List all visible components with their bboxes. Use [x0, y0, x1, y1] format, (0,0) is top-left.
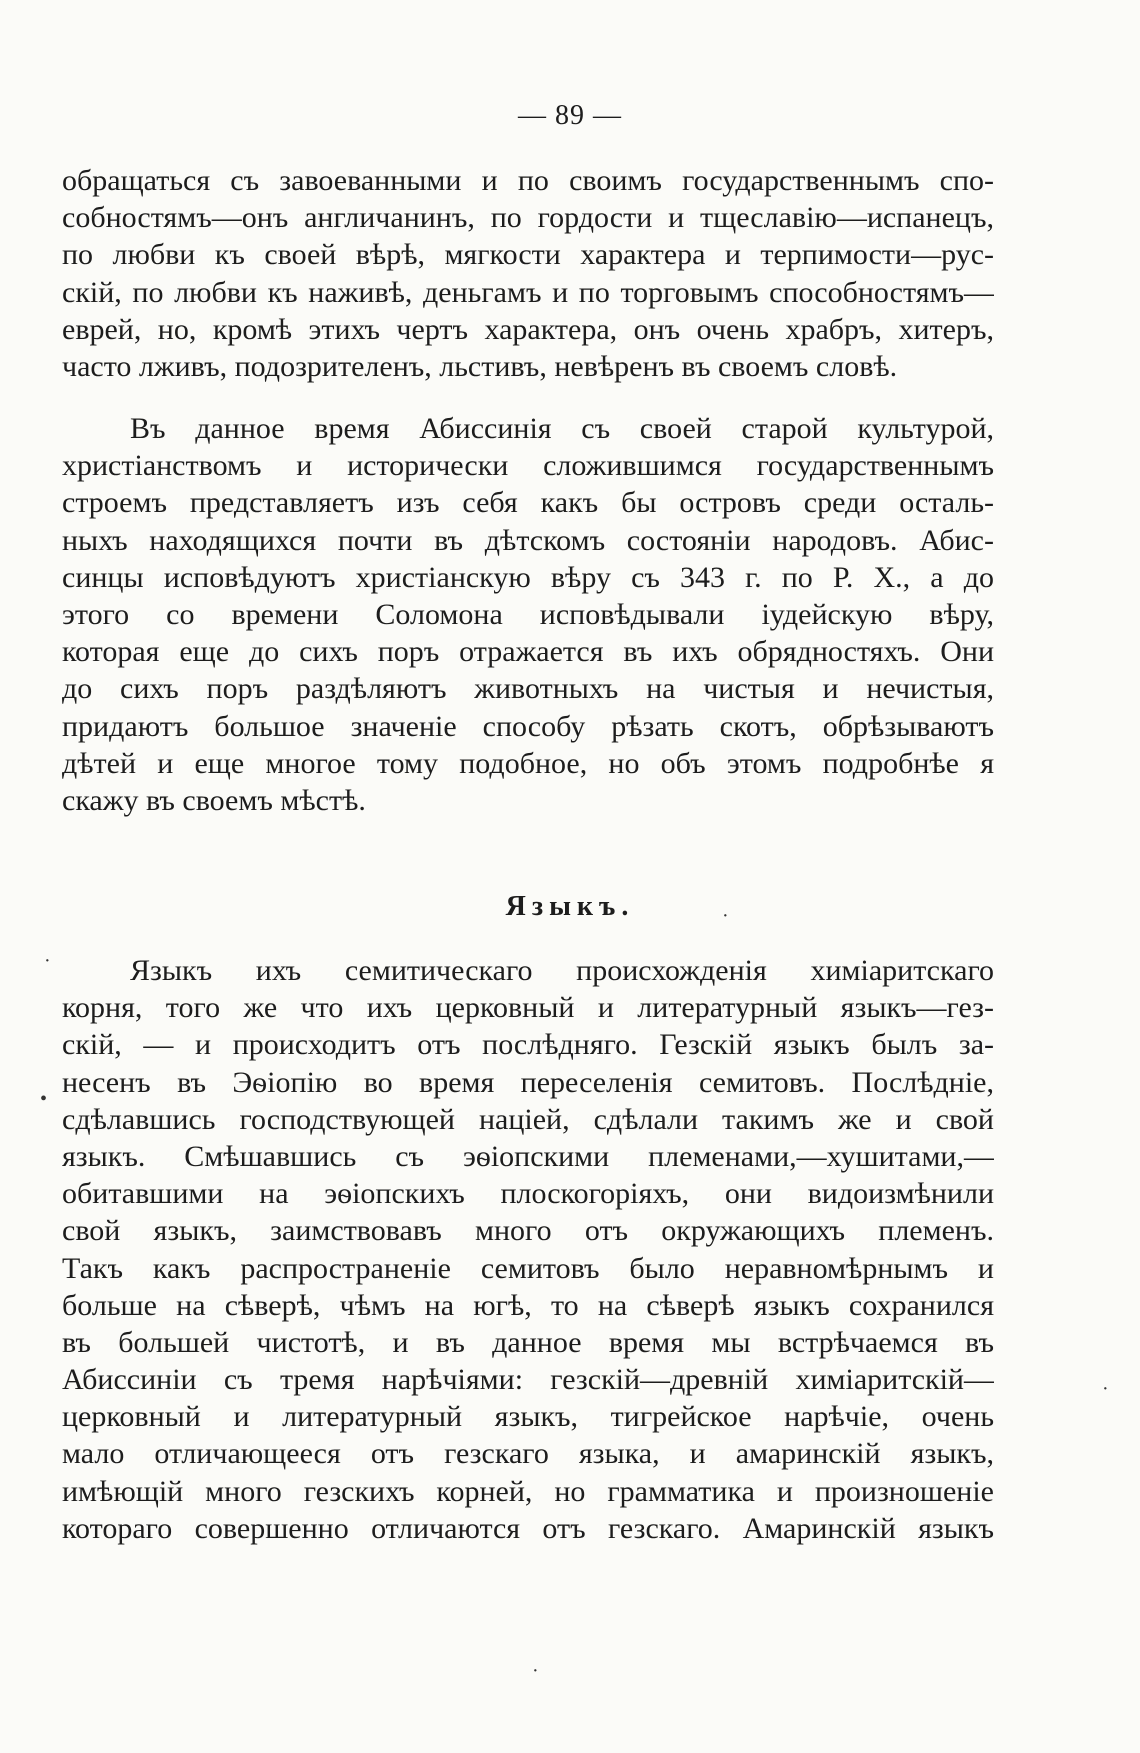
text-line: церковный и литературный языкъ, тигрейское нарѣчіе, очень	[62, 1400, 994, 1434]
text-line: этого со времени Соломона исповѣдывали іудейскую вѣру,	[62, 597, 994, 631]
text-line: котораго совершенно отличаются отъ гезскаго. Амаринскій языкъ	[62, 1511, 994, 1545]
text-line: несенъ въ Эѳіопію во время переселенія семитовъ. Послѣдніе,	[62, 1065, 994, 1099]
text-line: христіанствомъ и исторически сложившимся государственнымъ	[62, 449, 994, 483]
text-line: часто лживъ, подозрителенъ, льстивъ, невѣренъ въ своемъ словѣ.	[62, 349, 898, 383]
text-line: въ большей чистотѣ, и въ данное время мы встрѣчаемся въ	[62, 1325, 994, 1359]
text-line: имѣющій много гезскихъ корней, но грамматика и произношеніе	[62, 1474, 994, 1508]
text-line: синцы исповѣдуютъ христіанскую вѣру съ 343 г. по Р. Х., а до	[62, 560, 994, 594]
text-line: языкъ. Смѣшавшись съ эѳіопскими племенами,—хушитами,—	[62, 1139, 994, 1173]
text-line: обращаться съ завоеванными и по своимъ государственнымъ спо-	[62, 164, 994, 197]
text-line: еврей, но, кромѣ этихъ чертъ характера, онъ очень храбръ, хитеръ,	[62, 312, 994, 346]
text-line: ныхъ находящихся почти въ дѣтскомъ состояніи народовъ. Абис-	[62, 523, 994, 557]
text-line: мало отличающееся отъ гезскаго языка, и амаринскій языкъ,	[62, 1437, 994, 1471]
text-line: строемъ представляетъ изъ себя какъ бы островъ среди осталь-	[62, 486, 994, 520]
paragraph-1	[62, 162, 994, 385]
text-line: скій, по любви къ наживѣ, деньгамъ и по торговымъ способностямъ—	[62, 275, 994, 309]
text-line: обитавшими на эѳіопскихъ плоскогоріяхъ, они видоизмѣнили	[62, 1177, 994, 1211]
text-line: Въ данное время Абиссинія съ своей старой культурой,	[130, 412, 994, 445]
text-line: до сихъ поръ раздѣляютъ животныхъ на чистыя и нечистыя,	[62, 672, 994, 706]
ink-speck-mark: ·	[532, 1660, 539, 1682]
text-line: свой языкъ, заимствовавъ много отъ окружающихъ племенъ.	[62, 1214, 994, 1248]
ink-speck-mark: ·	[722, 905, 729, 927]
text-line: придаютъ большое значеніе способу рѣзать скотъ, обрѣзываютъ	[62, 709, 994, 743]
ink-speck-mark: •	[40, 1088, 48, 1110]
page-number: — 89 —	[518, 100, 622, 131]
text-line: Абиссиніи съ тремя нарѣчіями: гезскій—древній химіаритскій—	[62, 1363, 994, 1397]
text-line: корня, того же что ихъ церковный и литературный языкъ—гез-	[62, 991, 994, 1025]
section-heading: Языкъ.	[505, 891, 635, 922]
text-line: Такъ какъ распространеніе семитовъ было неравномѣрнымъ и	[62, 1251, 994, 1285]
text-line: сдѣлавшись господствующей націей, сдѣлали такимъ же и свой	[62, 1102, 994, 1136]
ink-speck-mark: ·	[1102, 1378, 1109, 1400]
paragraph-3	[62, 952, 994, 1547]
text-line: больше на сѣверѣ, чѣмъ на югѣ, то на сѣверѣ языкъ сохранился	[62, 1288, 994, 1322]
text-line: скій, — и происходитъ отъ послѣдняго. Гезскій языкъ былъ за-	[62, 1028, 994, 1062]
text-line: скажу въ своемъ мѣстѣ.	[62, 783, 366, 817]
text-line: Языкъ ихъ семитическаго происхожденія химіаритскаго	[130, 954, 994, 987]
text-line: дѣтей и еще многое тому подобное, но объ этомъ подробнѣе я	[62, 746, 994, 780]
paragraph-2	[62, 410, 994, 819]
text-line: по любви къ своей вѣрѣ, мягкости характера и терпимости—рус-	[62, 238, 994, 272]
text-line: которая еще до сихъ поръ отражается въ ихъ обрядностяхъ. Они	[62, 635, 994, 669]
text-line: собностямъ—онъ англичанинъ, по гордости и тщеславію—испанецъ,	[62, 201, 994, 235]
ink-speck-mark: ·	[44, 950, 51, 972]
